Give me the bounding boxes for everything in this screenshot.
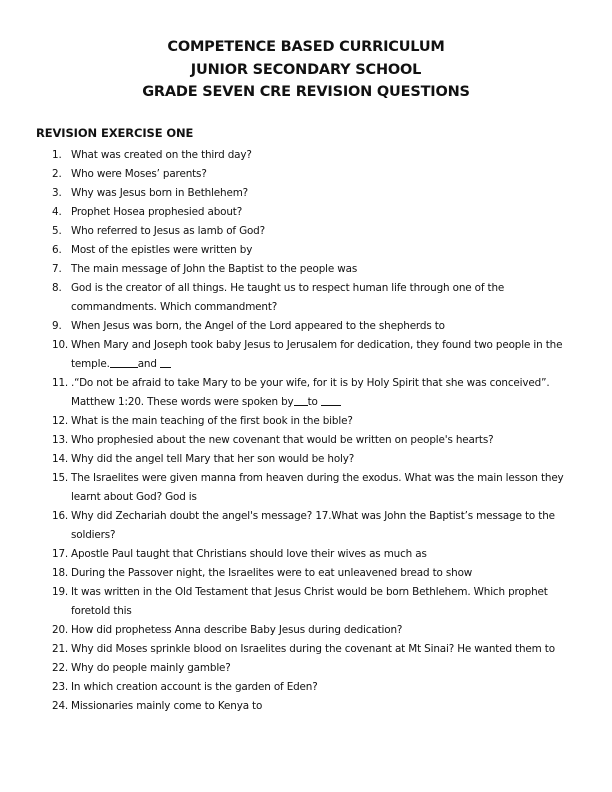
- question-text-part: When Mary and Joseph took baby Jesus to Jerusalem for dedication, they found two people in the temple.: [71, 339, 563, 370]
- question-item: [52, 374, 582, 412]
- header-line-2: JUNIOR SECONDARY SCHOOL: [190, 61, 422, 78]
- question-text: Why did the angel tell Mary that her son would be holy?: [71, 453, 355, 465]
- question-text: Apostle Paul taught that Christians should love their wives as much as: [71, 548, 427, 560]
- question-text: Most of the epistles were written by: [71, 244, 253, 256]
- question-item: [52, 184, 582, 203]
- answer-blank: [110, 356, 138, 368]
- question-item: [52, 640, 582, 659]
- question-item: [52, 146, 582, 165]
- question-item: [52, 260, 582, 279]
- question-text: The Israelites were given manna from heaven during the exodus. What was the main lesson they learnt about God? God is: [71, 472, 564, 503]
- question-number: 15.: [52, 472, 69, 484]
- question-item: [52, 412, 582, 431]
- section-title: REVISION EXERCISE ONE: [36, 126, 194, 140]
- question-item: [52, 450, 582, 469]
- question-item: [52, 697, 582, 716]
- question-number: 13.: [52, 434, 69, 446]
- question-text: In which creation account is the garden of Eden?: [71, 681, 318, 693]
- question-number: 14.: [52, 453, 69, 465]
- question-item: [52, 545, 582, 564]
- question-item: [52, 678, 582, 697]
- question-text: Why was Jesus born in Bethlehem?: [71, 187, 249, 199]
- question-text: During the Passover night, the Israelites were to eat unleavened bread to show: [71, 567, 473, 579]
- answer-blank: [294, 394, 308, 406]
- question-text-part: to: [307, 396, 318, 408]
- question-number: 3.: [52, 187, 62, 199]
- question-number: 1.: [52, 149, 62, 161]
- question-text-part: .“Do not be afraid to take Mary to be your wife, for it is by Holy Spirit that she was conceived”. Matthew 1:20. These words were spoken by: [71, 377, 550, 408]
- question-number: 23.: [52, 681, 69, 693]
- question-number: 19.: [52, 586, 69, 598]
- question-text: [71, 374, 582, 412]
- question-text: [71, 336, 582, 374]
- question-text: Who prophesied about the new covenant that would be written on people's hearts?: [71, 434, 494, 446]
- question-number: 10.: [52, 339, 69, 351]
- question-text: Why do people mainly gamble?: [71, 662, 231, 674]
- question-text: Who referred to Jesus as lamb of God?: [71, 225, 265, 237]
- question-number: 4.: [52, 206, 62, 218]
- question-text-part: and: [137, 358, 157, 370]
- question-number: 7.: [52, 263, 62, 275]
- question-number: 21.: [52, 643, 69, 655]
- question-number: 8.: [52, 282, 62, 294]
- question-item: [52, 317, 582, 336]
- answer-blank: [321, 394, 341, 406]
- question-number: 2.: [52, 168, 62, 180]
- question-number: 22.: [52, 662, 69, 674]
- question-number: 9.: [52, 320, 62, 332]
- question-number: 20.: [52, 624, 69, 636]
- question-item: [52, 621, 582, 640]
- question-text: The main message of John the Baptist to the people was: [71, 263, 358, 275]
- question-text: What was created on the third day?: [71, 149, 252, 161]
- question-text: Prophet Hosea prophesied about?: [71, 206, 243, 218]
- question-item: [52, 203, 582, 222]
- question-item: [52, 165, 582, 184]
- question-item: [52, 336, 582, 374]
- question-text: Who were Moses’ parents?: [71, 168, 207, 180]
- question-item: [52, 241, 582, 260]
- question-item: [52, 469, 582, 507]
- question-number: 16.: [52, 510, 69, 522]
- question-number: 17.: [52, 548, 69, 560]
- question-item: [52, 431, 582, 450]
- question-item: [52, 583, 582, 621]
- question-number: 12.: [52, 415, 69, 427]
- question-text: How did prophetess Anna describe Baby Jesus during dedication?: [71, 624, 403, 636]
- question-text: Why did Moses sprinkle blood on Israelites during the covenant at Mt Sinai? He wanted them to: [71, 643, 555, 655]
- question-number: 5.: [52, 225, 62, 237]
- question-number: 6.: [52, 244, 62, 256]
- header-line-3: GRADE SEVEN CRE REVISION QUESTIONS: [142, 84, 470, 100]
- answer-blank: [160, 356, 171, 368]
- question-number: 11.: [52, 377, 69, 389]
- question-item: [52, 659, 582, 678]
- question-text: Why did Zechariah doubt the angel's message? 17.What was John the Baptist’s message to the soldiers?: [71, 510, 555, 541]
- question-text: What is the main teaching of the first book in the bible?: [71, 415, 353, 427]
- question-list: [52, 146, 582, 716]
- question-text: God is the creator of all things. He taught us to respect human life through one of the commandments. Which commandment?: [71, 282, 505, 313]
- question-number: 18.: [52, 567, 69, 579]
- question-item: [52, 564, 582, 583]
- header-line-1: COMPETENCE BASED CURRICULUM: [167, 39, 445, 55]
- question-text: It was written in the Old Testament that Jesus Christ would be born Bethlehem. Which prophet foretold this: [71, 586, 548, 617]
- document-header: [0, 36, 612, 104]
- question-item: [52, 507, 582, 545]
- question-number: 24.: [52, 700, 69, 712]
- question-text: When Jesus was born, the Angel of the Lord appeared to the shepherds to: [71, 320, 445, 332]
- question-item: [52, 279, 582, 317]
- question-item: [52, 222, 582, 241]
- question-text: Missionaries mainly come to Kenya to: [71, 700, 263, 712]
